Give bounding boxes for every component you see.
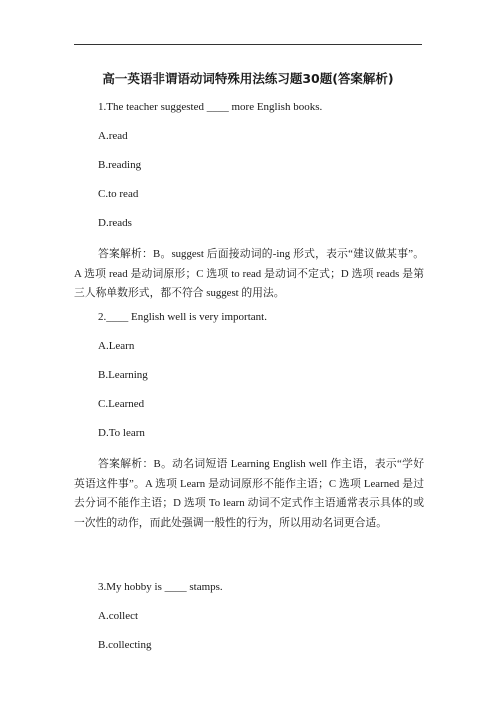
question-stem: 1.The teacher suggested ____ more English books.: [98, 101, 323, 113]
option-a: A.collect: [98, 610, 139, 622]
option-c: C.Learned: [98, 398, 145, 410]
answer-explanation: 答案解析：B。动名词短语 Learning English well 作主语，表示“学好英语这件事”。A 选项 Learn 是动词原形不能作主语；C 选项 Learned 是过去分词不能作主语；D 选项 To learn 动词不定式作主语通常表示具体的或一次性的动作，而此处强调一般性的行为，所以用动名词更合适。: [74, 458, 424, 529]
option-b: B.reading: [98, 159, 142, 171]
question-1: [74, 100, 424, 314]
option-a: A.Learn: [98, 340, 135, 352]
option-b: B.collecting: [98, 639, 152, 651]
option-a: A.read: [98, 130, 128, 142]
question-3: [74, 580, 424, 667]
answer-explanation: 答案解析：B。suggest 后面接动词的-ing 形式，表示“建议做某事”。A 选项 read 是动词原形；C 选项 to read 是动词不定式；D 选项 reads 是第三人称单数形式，都不符合 suggest 的用法。: [74, 248, 424, 299]
option-c: C.to read: [98, 188, 139, 200]
question-2: [74, 310, 424, 543]
question-stem: 3.My hobby is ____ stamps.: [98, 581, 223, 593]
option-d: D.reads: [98, 217, 132, 229]
document-title: 高一英语非谓语动词特殊用法练习题30题(答案解析): [102, 71, 394, 86]
header-rule: [74, 44, 422, 45]
option-b: B.Learning: [98, 369, 148, 381]
question-stem: 2.____ English well is very important.: [98, 311, 267, 323]
option-d: D.To learn: [98, 427, 145, 439]
